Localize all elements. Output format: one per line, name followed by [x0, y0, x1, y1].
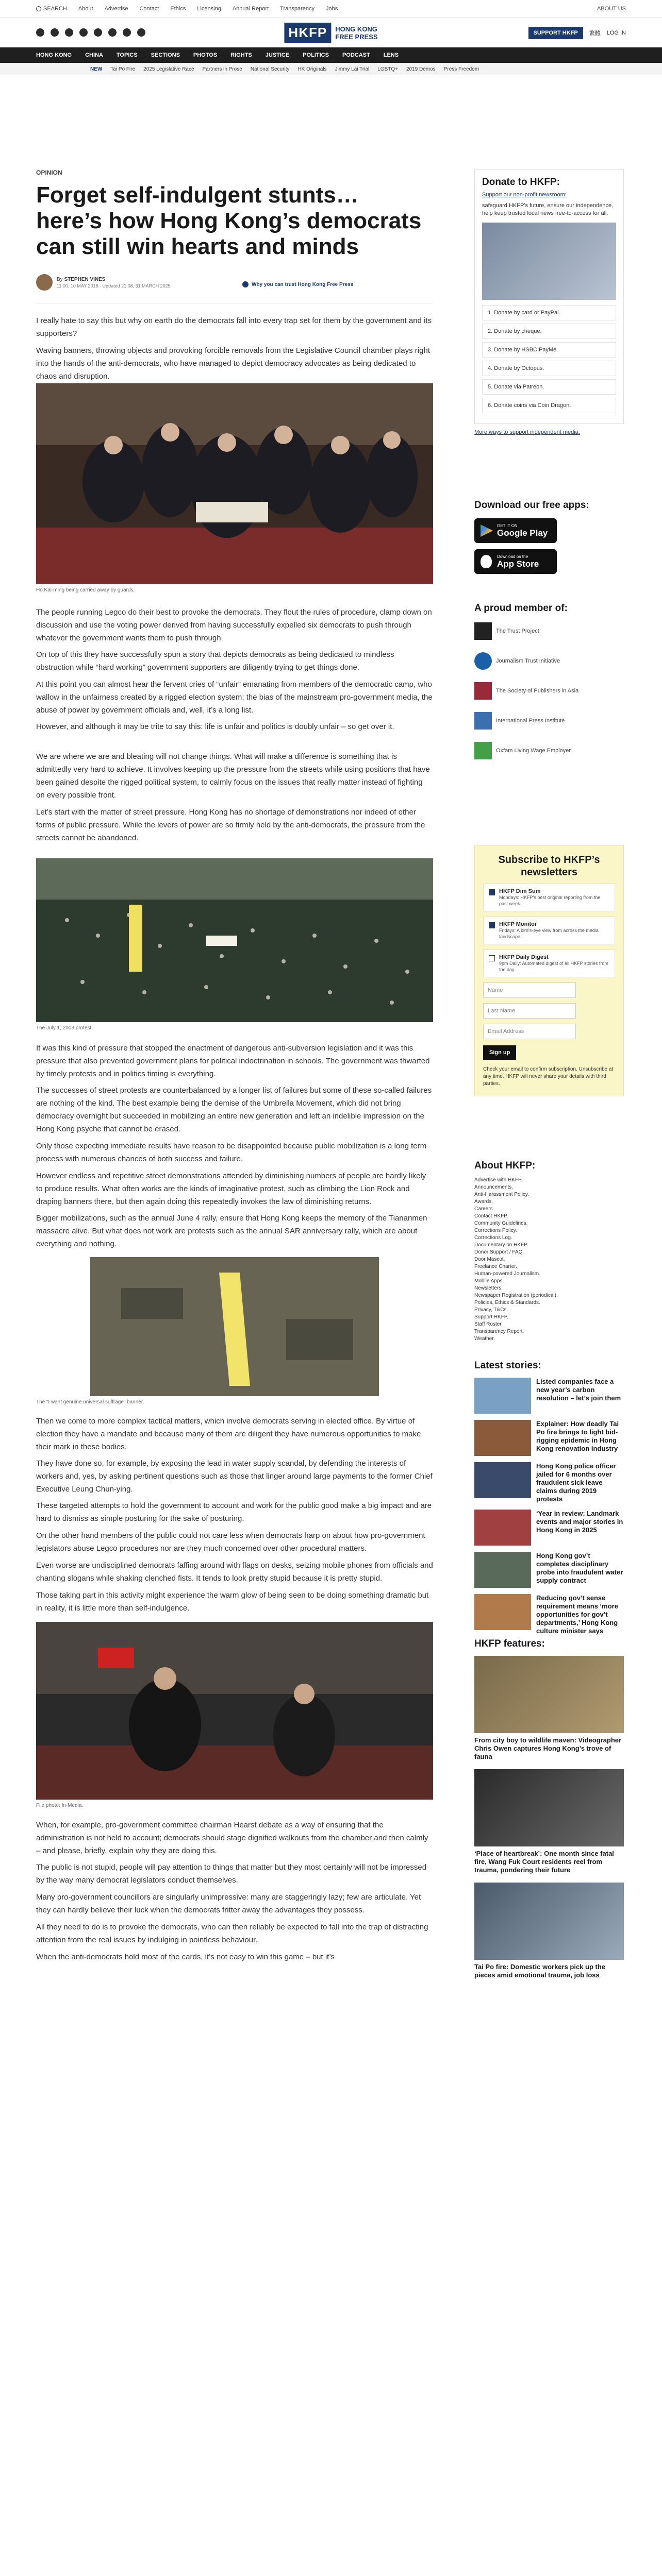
- trust-project-icon: [474, 622, 492, 640]
- about-link[interactable]: Awards.: [474, 1199, 493, 1205]
- about-link[interactable]: Donor Support / FAQ.: [474, 1249, 524, 1255]
- topbar-search[interactable]: SEARCH: [36, 6, 67, 12]
- story-item[interactable]: Hong Kong police officer jailed for 6 months over fraudulent sick leave claims during 2019 protests: [474, 1462, 624, 1503]
- about-link[interactable]: Support HKFP.: [474, 1314, 508, 1320]
- story-item[interactable]: ‘Year in review: Landmark events and major stories in Hong Kong in 2025: [474, 1510, 624, 1546]
- about-link[interactable]: Freelance Charter.: [474, 1264, 517, 1269]
- member-title: A proud member of:: [474, 603, 568, 614]
- trust-link[interactable]: Why you can trust Hong Kong Free Press: [242, 281, 353, 287]
- member-logo[interactable]: International Press Institute: [474, 712, 624, 730]
- social-links: [36, 28, 145, 37]
- photo-july1-protest: [36, 858, 433, 1022]
- feature-image: [474, 1769, 624, 1846]
- paragraph: Waving banners, throwing objects and provoking forcible removals from the Legislative Council chamber plays right into the hands of the anti-democrats, who have managed to depict democracy advocates as being dedicated to chaos and disruption.: [36, 346, 430, 381]
- nav-item[interactable]: SECTIONS: [151, 52, 180, 58]
- logo-text: HONG KONG FREE PRESS: [335, 25, 378, 41]
- ipi-icon: [474, 712, 492, 730]
- about-link[interactable]: Policies, Ethics & Standards.: [474, 1300, 540, 1306]
- apple-icon: [481, 555, 492, 568]
- nav-item[interactable]: JUSTICE: [265, 52, 290, 58]
- topbar-link[interactable]: About: [78, 5, 93, 12]
- apps-widget: [474, 500, 624, 574]
- trending-link[interactable]: 2025 Legislative Race: [143, 66, 194, 72]
- paragraph: However endless and repetitive street demonstrations attended by diminishing numbers of people are hardly likely to produce results. What often works are the kinds of imaginative protest, such as climbing the Lion Rock and draping banners there, but then again doing this repeatedly invokes the law of diminishing returns.: [36, 1172, 426, 1206]
- paragraph: It was this kind of pressure that stopped the enactment of dangerous anti-subversion legislation and it was this pressure that also prevented government plans for political indoctrination in schools. The government was thwarted by timely protests and in politics timing is everything.: [36, 1044, 430, 1078]
- article-date: 11:00, 10 MAY 2018 · Updated 21:08, 31 MARCH 2025: [57, 283, 171, 289]
- new-badge: NEW: [90, 66, 103, 72]
- latest-stories-widget: [474, 1360, 624, 1641]
- photo-image: [36, 858, 433, 1022]
- topbar-link[interactable]: Jobs: [326, 5, 338, 12]
- trending-link[interactable]: Partners in Prose: [202, 66, 242, 72]
- paragraph: The people running Legco do their best to provoke the democrats. They flout the rules of procedure, clamp down on discussion and use the voting power derived from having successfully expelled six democrats to push through whatever the government wants them to push through.: [36, 608, 432, 642]
- nav-item[interactable]: PODCAST: [342, 52, 370, 58]
- topbar-link[interactable]: Annual Report: [232, 5, 269, 12]
- about-link[interactable]: Corrections Policy.: [474, 1228, 517, 1233]
- newsletter-option[interactable]: HKFP Monitor Fridays: A bird’s-eye view from across the media landscape.: [483, 917, 615, 944]
- donate-option[interactable]: 3. Donate by HSBC PayMe.: [482, 342, 616, 358]
- story-thumb: [474, 1594, 531, 1630]
- about-link[interactable]: Weather.: [474, 1336, 495, 1342]
- app-store-button[interactable]: Download on the App Store: [474, 549, 557, 574]
- member-logo[interactable]: The Trust Project: [474, 622, 624, 640]
- paragraph: Even worse are undisciplined democrats faffing around with flags on desks, seizing mobile phones from officials and chanting slogans while shaking clenched fists. It tends to look pretty stupid because it is pretty stupid.: [36, 1561, 433, 1583]
- nav-item[interactable]: TOPICS: [116, 52, 138, 58]
- paragraph: However, and although it may be trite to say this: life is unfair and politics is doubly unfair – so get over it.: [36, 722, 394, 731]
- top-utility-bar: [0, 0, 662, 18]
- logo-box: HKFP: [284, 23, 331, 43]
- donate-option[interactable]: 4. Donate by Octopus.: [482, 361, 616, 376]
- newsletter-option[interactable]: HKFP Dim Sum Mondays: HKFP’s best original reporting from the past week.: [483, 884, 615, 911]
- author-name[interactable]: STEPHEN VINES: [64, 276, 106, 282]
- google-play-button[interactable]: GET IT ON Google Play: [474, 518, 557, 543]
- photo-image: [90, 1257, 379, 1396]
- topbar-link[interactable]: Licensing: [197, 5, 221, 12]
- feature-image: [474, 1656, 624, 1733]
- telegram-icon[interactable]: [108, 28, 117, 37]
- member-logo[interactable]: Journalism Trust Initiative: [474, 652, 624, 670]
- site-logo[interactable]: [284, 23, 377, 43]
- story-thumb: [474, 1462, 531, 1498]
- donate-widget: Donate to HKFP: Support our non-profit newsroom: safeguard HKFP’s future, ensure our independence, help keep trusted local news free-to-access for all. 1. Donate by card or PayPal. 2. Donate by cheque. 3. Donate by HSBC PayMe. 4. Donate by Octopus. 5. Donate via Patreon. 6. Donate coins via Coin Dragon. More ways to support independent media.: [474, 169, 624, 435]
- trending-link[interactable]: LGBTQ+: [377, 66, 398, 72]
- story-thumb: [474, 1510, 531, 1546]
- about-link[interactable]: Human-powered Journalism.: [474, 1271, 540, 1277]
- signup-button[interactable]: Sign up: [483, 1045, 516, 1060]
- nav-item[interactable]: PHOTOS: [193, 52, 218, 58]
- jti-icon: [474, 652, 492, 670]
- donate-option[interactable]: 1. Donate by card or PayPal.: [482, 305, 616, 320]
- paragraph: At this point you can almost hear the fervent cries of “unfair” emanating from members of the democratic camp, who wallow in the unfairness created by a rigged election system; the bias of the mainstream pro-government media, the abuse of power by government officials and, well, it’s a long list.: [36, 680, 433, 715]
- trending-link[interactable]: National Security: [250, 66, 290, 72]
- about-link[interactable]: Careers.: [474, 1206, 494, 1212]
- threads-icon[interactable]: [79, 28, 88, 37]
- nav-item[interactable]: POLITICS: [303, 52, 329, 58]
- paragraph: Bigger mobilizations, such as the annual June 4 rally, ensure that Hong Kong keeps the memory of the Tiananmen massacre alive. But what does not work are protests such as the annual SAR anniversary rally, which are about everything and nothing.: [36, 1214, 427, 1248]
- features-widget: [474, 1638, 624, 1988]
- author-avatar: [36, 274, 53, 291]
- donate-option[interactable]: 2. Donate by cheque.: [482, 324, 616, 339]
- paragraph: On top of this they have successfully spun a story that depicts democrats as being dedicated to mindless obstruction while “hard working” government supporters are diligently trying to get things done.: [36, 650, 394, 672]
- story-thumb: [474, 1378, 531, 1414]
- photo-suffrage-banner: [90, 1257, 379, 1396]
- story-thumb: [474, 1420, 531, 1456]
- about-title: About HKFP:: [474, 1160, 536, 1171]
- topbar-link[interactable]: Ethics: [170, 5, 186, 12]
- trending-link[interactable]: Tai Po Fire: [110, 66, 136, 72]
- email-field[interactable]: Email Address: [483, 1024, 576, 1039]
- paragraph: When the anti-democrats hold most of the cards, it’s not easy to win this game – but it’s: [36, 1953, 335, 1961]
- donate-option[interactable]: 6. Donate coins via Coin Dragon.: [482, 398, 616, 413]
- topbar-link[interactable]: Contact: [139, 5, 159, 12]
- nav-item[interactable]: LENS: [383, 52, 399, 58]
- photo-caption: The July 1, 2003 protest.: [36, 1025, 93, 1031]
- nav-item[interactable]: CHINA: [85, 52, 103, 58]
- newsletter-note: Check your email to confirm subscription. Unsubscribe at any time. HKFP will never share your details with third parties.: [483, 1066, 614, 1087]
- about-link[interactable]: Transparency Report.: [474, 1329, 524, 1334]
- newsletter-widget: [474, 845, 624, 1096]
- paragraph: These targeted attempts to hold the government to account and work for the public good make a big impact and are hard to dismiss as simple posturing for the sake of posturing.: [36, 1501, 432, 1523]
- about-link[interactable]: Contact HKFP.: [474, 1213, 508, 1219]
- paragraph: Those taking part in this activity might experience the warm glow of being seen to be doing something dramatic but in reality, it is little more than self-indulgence.: [36, 1591, 429, 1613]
- feature-item[interactable]: From city boy to wildlife maven: Videographer Chris Owen captures Hong Kong’s trove of fauna: [474, 1656, 624, 1761]
- story-item[interactable]: Hong Kong gov’t completes disciplinary probe into fraudulent water supply contract: [474, 1552, 624, 1588]
- x-icon[interactable]: [51, 28, 59, 37]
- trending-link[interactable]: Press Freedom: [443, 66, 479, 72]
- checkbox[interactable]: [489, 889, 495, 895]
- facebook-icon[interactable]: [36, 28, 44, 37]
- member-logo[interactable]: Oxfam Living Wage Employer: [474, 742, 624, 759]
- youtube-icon[interactable]: [94, 28, 102, 37]
- search-icon: [36, 6, 41, 11]
- story-item[interactable]: Listed companies face a new year’s carbon resolution – let’s join them: [474, 1378, 624, 1414]
- nav-item[interactable]: HONG KONG: [36, 52, 72, 58]
- byline: By STEPHEN VINES 11:00, 10 MAY 2018 · Updated 21:08, 31 MARCH 2025: [36, 274, 171, 291]
- about-link[interactable]: Community Guidelines.: [474, 1221, 528, 1226]
- donate-title: Donate to HKFP:: [482, 177, 560, 188]
- about-link[interactable]: Corrections Log.: [474, 1235, 512, 1241]
- about-link[interactable]: Announcements.: [474, 1184, 514, 1190]
- about-link[interactable]: Privacy, T&Cs.: [474, 1307, 508, 1313]
- more-ways-link[interactable]: More ways to support independent media.: [474, 429, 580, 435]
- photo-legco-chamber: [36, 1622, 433, 1800]
- feature-item[interactable]: Tai Po fire: Domestic workers pick up the pieces amid emotional trauma, job loss: [474, 1883, 624, 1979]
- paragraph: Let’s start with the matter of street pressure. Hong Kong has no shortage of demonstrations nor indeed of other forms of public pressure. While the levers of power are so firmly held by the anti-democrats, the pressure from the streets cannot be abandoned.: [36, 808, 425, 842]
- main-nav: [0, 47, 662, 63]
- article-headline: Forget self-indulgent stunts… here’s how Hong Kong’s democrats can still win hearts and minds: [36, 182, 422, 259]
- about-link[interactable]: Mobile Apps.: [474, 1278, 504, 1284]
- site-header: [0, 18, 662, 47]
- trending-bar: [0, 63, 662, 75]
- about-link[interactable]: Staff Roster.: [474, 1321, 503, 1327]
- about-widget: [474, 1160, 624, 1343]
- feature-item[interactable]: ‘Place of heartbreak’: One month since fatal fire, Wang Fuk Court residents reel from trauma, pondering their future: [474, 1769, 624, 1874]
- linkedin-icon[interactable]: [137, 28, 145, 37]
- apps-title: Download our free apps:: [474, 500, 589, 511]
- trending-link[interactable]: 2019 Demos: [406, 66, 436, 72]
- latest-title: Latest stories:: [474, 1360, 541, 1371]
- photo-caption: Ho Kai-ming being carried away by guards.: [36, 587, 135, 593]
- about-link[interactable]: Anti-Harassment Policy.: [474, 1192, 529, 1197]
- paragraph: On the other hand members of the public could not care less when democrats harp on about how pro-government legislators abuse Legco procedures nor are they much concerned over other procedural matters.: [36, 1531, 425, 1553]
- newsletter-title: Subscribe to HKFP’s newsletters: [498, 854, 600, 878]
- donate-option[interactable]: 5. Donate via Patreon.: [482, 379, 616, 395]
- paragraph: When, for example, pro-government committee chairman Hearst debate as a way of ensuring that the administration is not held to account; democrats should stage dignified walkouts from the chamber and then calmly – and please, briefly, explain why they are doing this.: [36, 1821, 428, 1855]
- oxfam-icon: [474, 742, 492, 759]
- instagram-icon[interactable]: [65, 28, 73, 37]
- paragraph: The public is not stupid, people will pay attention to things that matter but they most certainly will not be impressed by the way many democrat legislators conduct themselves.: [36, 1863, 427, 1885]
- last-name-field[interactable]: Last Name: [483, 1003, 576, 1019]
- google-play-icon: [481, 524, 493, 537]
- trending-link[interactable]: Jimmy Lai Trial: [335, 66, 370, 72]
- article-kicker[interactable]: OPINION: [36, 169, 62, 176]
- donate-image: [482, 223, 616, 300]
- member-logo[interactable]: The Society of Publishers in Asia: [474, 682, 624, 700]
- whatsapp-icon[interactable]: [123, 28, 131, 37]
- about-link[interactable]: Newspaper Registration (periodical).: [474, 1293, 558, 1298]
- about-link[interactable]: Newsletters.: [474, 1285, 503, 1291]
- paragraph: Many pro-government councillors are singularly unimpressive: many are staggeringly lazy; few are articulate. Yet they can hardly believe their luck when the democrats fritter away the advantages they possess.: [36, 1893, 421, 1914]
- language-toggle[interactable]: 繁體: [589, 30, 601, 37]
- members-widget: [474, 603, 624, 772]
- about-us-link[interactable]: ABOUT US: [597, 5, 626, 12]
- photo-legco-scuffle: [36, 383, 433, 584]
- topbar-link[interactable]: Advertise: [104, 5, 128, 12]
- photo-image: [36, 1622, 433, 1800]
- nav-item[interactable]: RIGHTS: [230, 52, 252, 58]
- about-link[interactable]: Door Mascot.: [474, 1257, 505, 1262]
- story-thumb: [474, 1552, 531, 1588]
- paragraph: They have done so, for example, by exposing the lead in water supply scandal, by defending the interests of workers and, yes, by asking pertinent questions such as those that linger around large payments to the former Chief Executive Leung Chun-ying.: [36, 1459, 433, 1494]
- photo-image: [36, 383, 433, 584]
- story-item[interactable]: Explainer: How deadly Tai Po fire brings to light bid-rigging epidemic in Hong Kong renovation industry: [474, 1420, 624, 1456]
- sopa-icon: [474, 682, 492, 700]
- photo-caption: The “I want genuine universal suffrage” banner.: [36, 1399, 144, 1405]
- newsletter-option[interactable]: HKFP Daily Digest 9pm Daily: Automated digest of all HKFP stories from the day.: [483, 950, 615, 977]
- photo-caption: File photo: In-Media.: [36, 1803, 84, 1808]
- paragraph: The successes of street protests are counterbalanced by a longer list of failures but some of these so-called failures are nothing of the kind. The best example being the demise of the Umbrella Movement, which did not bring democracy overnight but succeeded in mobilizing an entire new generation and left an indelible impression on the Hong Kong psyche that cannot be erased.: [36, 1086, 432, 1133]
- paragraph: We are where we are and bleating will not change things. What will make a difference is something that is admittedly very hard to achieve. It involves keeping up the pressure from the streets while using positions that have been gained despite the rigged political system, to calmly focus on the issues that really matter instead of fighting on every possible front.: [36, 752, 430, 800]
- paragraph: Only those expecting immediate results have reason to be disappointed because public mobilization is a long term process with numerous chances of both success and failure.: [36, 1142, 427, 1163]
- checkbox[interactable]: [489, 922, 495, 928]
- about-link[interactable]: Documentary on HKFP.: [474, 1242, 528, 1248]
- features-title: HKFP features:: [474, 1638, 545, 1649]
- topbar-link[interactable]: Transparency: [280, 5, 315, 12]
- name-field[interactable]: Name: [483, 982, 576, 998]
- info-icon: [242, 281, 249, 287]
- story-item[interactable]: Reducing gov’t sense requirement means ‘more opportunities for gov’t departments,’ Hong Kong culture minister says: [474, 1594, 624, 1635]
- login-link[interactable]: LOG IN: [606, 30, 626, 36]
- trending-link[interactable]: HK Originals: [297, 66, 327, 72]
- about-link[interactable]: Advertise with HKFP.: [474, 1177, 523, 1183]
- paragraph: Then we come to more complex tactical matters, which involve democrats serving in elected office. By virtue of election they have a mandate and because many of them are diligent they have numerous opportunities to make their mark in these bodies.: [36, 1417, 421, 1451]
- checkbox[interactable]: [489, 955, 495, 961]
- paragraph: All they need to do is to provoke the democrats, who can then reliably be expected to fall into the trap of distracting attention from the real issues by indulging in pointless behaviour.: [36, 1923, 428, 1944]
- donate-link[interactable]: Support our non-profit newsroom:: [482, 192, 567, 198]
- support-button[interactable]: SUPPORT HKFP: [528, 27, 583, 39]
- paragraph: I really hate to say this but why on earth do the democrats fall into every trap set for them by the government and its supporters?: [36, 316, 432, 338]
- feature-image: [474, 1883, 624, 1960]
